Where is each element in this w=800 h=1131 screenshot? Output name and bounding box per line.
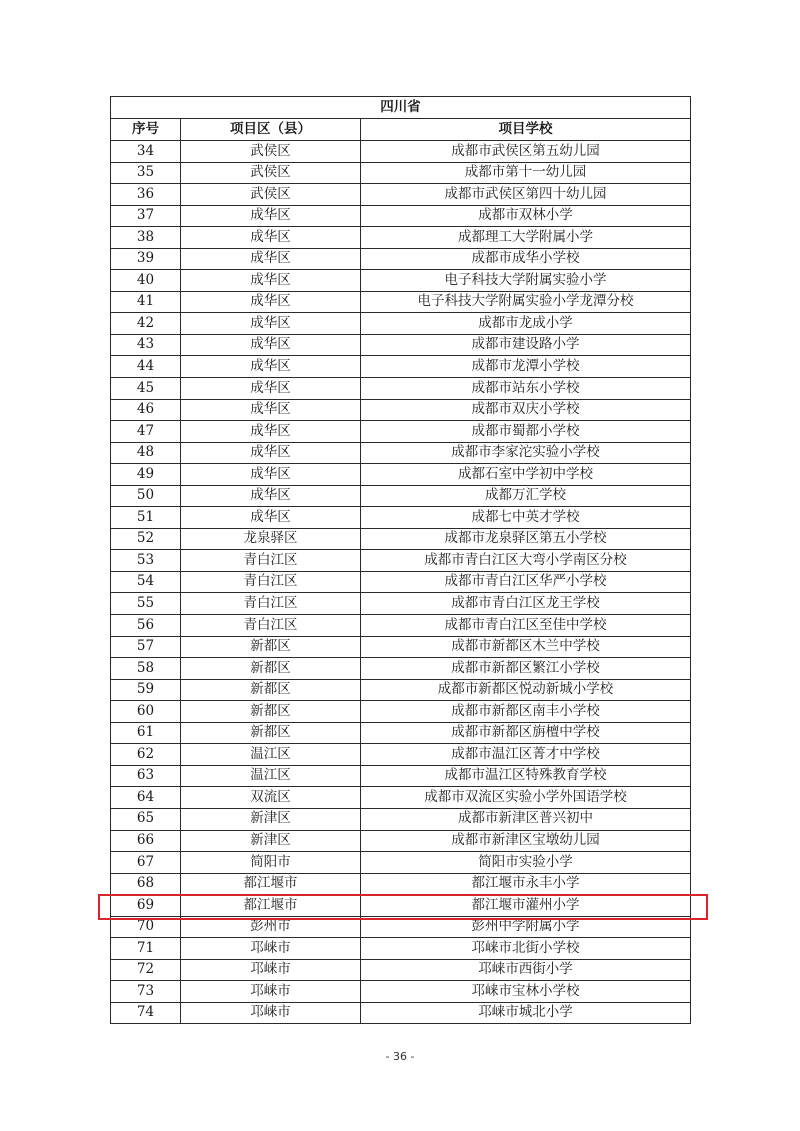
table-row — [111, 722, 691, 744]
cell-district: 成华区 — [181, 227, 361, 249]
table-row — [111, 679, 691, 701]
cell-district: 成华区 — [181, 356, 361, 378]
cell-school: 成都市蜀都小学校 — [361, 421, 691, 443]
cell-district: 成华区 — [181, 399, 361, 421]
cell-no: 70 — [111, 916, 181, 938]
table-row — [111, 873, 691, 895]
cell-district: 都江堰市 — [181, 895, 361, 917]
table-row — [111, 528, 691, 550]
cell-district: 新津区 — [181, 830, 361, 852]
cell-district: 彭州市 — [181, 916, 361, 938]
table-row — [111, 1002, 691, 1024]
cell-district: 成华区 — [181, 485, 361, 507]
cell-school: 成都市龙泉驿区第五小学校 — [361, 528, 691, 550]
cell-school: 电子科技大学附属实验小学龙潭分校 — [361, 291, 691, 313]
cell-district: 邛崃市 — [181, 981, 361, 1003]
cell-no: 64 — [111, 787, 181, 809]
cell-school: 成都市青白江区至佳中学校 — [361, 615, 691, 637]
cell-no: 65 — [111, 808, 181, 830]
cell-no: 44 — [111, 356, 181, 378]
cell-no: 35 — [111, 162, 181, 184]
table-row — [111, 895, 691, 917]
table-row — [111, 378, 691, 400]
cell-no: 74 — [111, 1002, 181, 1024]
cell-district: 新都区 — [181, 722, 361, 744]
cell-no: 34 — [111, 141, 181, 163]
table-row — [111, 636, 691, 658]
table-row — [111, 442, 691, 464]
cell-district: 简阳市 — [181, 852, 361, 874]
cell-no: 45 — [111, 378, 181, 400]
header-district: 项目区（县） — [181, 119, 361, 141]
cell-district: 武侯区 — [181, 184, 361, 206]
cell-school: 成都石室中学初中学校 — [361, 464, 691, 486]
cell-no: 67 — [111, 852, 181, 874]
cell-no: 51 — [111, 507, 181, 529]
province-title: 四川省 — [111, 97, 691, 119]
cell-school: 成都市成华小学校 — [361, 248, 691, 270]
school-roster-table — [110, 96, 691, 1024]
cell-district: 成华区 — [181, 205, 361, 227]
cell-school: 成都市第十一幼儿园 — [361, 162, 691, 184]
cell-district: 成华区 — [181, 270, 361, 292]
cell-district: 青白江区 — [181, 593, 361, 615]
table-row — [111, 184, 691, 206]
cell-school: 成都市新都区旃檀中学校 — [361, 722, 691, 744]
cell-no: 52 — [111, 528, 181, 550]
cell-school: 成都市青白江区龙王学校 — [361, 593, 691, 615]
header-school: 项目学校 — [361, 119, 691, 141]
table-row — [111, 270, 691, 292]
cell-district: 成华区 — [181, 313, 361, 335]
cell-district: 成华区 — [181, 248, 361, 270]
cell-district: 双流区 — [181, 787, 361, 809]
cell-school: 都江堰市灌州小学 — [361, 895, 691, 917]
cell-no: 61 — [111, 722, 181, 744]
cell-district: 新津区 — [181, 808, 361, 830]
table-row — [111, 959, 691, 981]
cell-no: 36 — [111, 184, 181, 206]
cell-no: 48 — [111, 442, 181, 464]
cell-district: 青白江区 — [181, 615, 361, 637]
cell-no: 71 — [111, 938, 181, 960]
cell-no: 62 — [111, 744, 181, 766]
cell-no: 46 — [111, 399, 181, 421]
cell-district: 邛崃市 — [181, 1002, 361, 1024]
cell-no: 53 — [111, 550, 181, 572]
cell-no: 49 — [111, 464, 181, 486]
cell-no: 41 — [111, 291, 181, 313]
cell-no: 68 — [111, 873, 181, 895]
cell-district: 新都区 — [181, 636, 361, 658]
cell-no: 39 — [111, 248, 181, 270]
cell-district: 成华区 — [181, 291, 361, 313]
table-row — [111, 507, 691, 529]
cell-school: 成都市双庆小学校 — [361, 399, 691, 421]
cell-school: 成都市龙成小学 — [361, 313, 691, 335]
cell-school: 成都市武侯区第四十幼儿园 — [361, 184, 691, 206]
table-row — [111, 248, 691, 270]
table-row — [111, 399, 691, 421]
table-row — [111, 464, 691, 486]
cell-no: 56 — [111, 615, 181, 637]
table-row — [111, 313, 691, 335]
table-row — [111, 938, 691, 960]
cell-no: 66 — [111, 830, 181, 852]
cell-no: 60 — [111, 701, 181, 723]
cell-no: 58 — [111, 658, 181, 680]
cell-school: 邛崃市宝林小学校 — [361, 981, 691, 1003]
cell-district: 成华区 — [181, 334, 361, 356]
cell-no: 73 — [111, 981, 181, 1003]
cell-school: 成都市新津区普兴初中 — [361, 808, 691, 830]
header-row — [111, 119, 691, 141]
cell-no: 43 — [111, 334, 181, 356]
cell-school: 邛崃市城北小学 — [361, 1002, 691, 1024]
table-row — [111, 593, 691, 615]
cell-district: 青白江区 — [181, 550, 361, 572]
table-row — [111, 615, 691, 637]
cell-school: 成都市新都区南丰小学校 — [361, 701, 691, 723]
cell-no: 63 — [111, 765, 181, 787]
roster-body — [111, 141, 691, 1024]
cell-district: 温江区 — [181, 744, 361, 766]
province-title-row — [111, 97, 691, 119]
cell-school: 都江堰市永丰小学 — [361, 873, 691, 895]
table-row — [111, 916, 691, 938]
cell-no: 42 — [111, 313, 181, 335]
cell-school: 成都市站东小学校 — [361, 378, 691, 400]
cell-school: 成都市青白江区大弯小学南区分校 — [361, 550, 691, 572]
cell-school: 成都市武侯区第五幼儿园 — [361, 141, 691, 163]
cell-school: 成都市新都区悦动新城小学校 — [361, 679, 691, 701]
cell-district: 成华区 — [181, 378, 361, 400]
cell-district: 新都区 — [181, 658, 361, 680]
page-number: - 36 - — [385, 1050, 415, 1063]
cell-district: 温江区 — [181, 765, 361, 787]
table-row — [111, 658, 691, 680]
table-row — [111, 744, 691, 766]
cell-district: 成华区 — [181, 464, 361, 486]
cell-no: 57 — [111, 636, 181, 658]
cell-district: 邛崃市 — [181, 959, 361, 981]
table-row — [111, 162, 691, 184]
table-row — [111, 291, 691, 313]
table-row — [111, 787, 691, 809]
table-row — [111, 485, 691, 507]
table-row — [111, 356, 691, 378]
table-row — [111, 141, 691, 163]
cell-school: 成都市青白江区华严小学校 — [361, 571, 691, 593]
cell-school: 成都万汇学校 — [361, 485, 691, 507]
table-row — [111, 571, 691, 593]
table-row — [111, 830, 691, 852]
cell-district: 新都区 — [181, 679, 361, 701]
cell-district: 成华区 — [181, 421, 361, 443]
cell-no: 38 — [111, 227, 181, 249]
table-row — [111, 205, 691, 227]
cell-no: 47 — [111, 421, 181, 443]
cell-school: 电子科技大学附属实验小学 — [361, 270, 691, 292]
table-row — [111, 701, 691, 723]
cell-no: 50 — [111, 485, 181, 507]
cell-school: 成都市温江区特殊教育学校 — [361, 765, 691, 787]
cell-school: 成都市龙潭小学校 — [361, 356, 691, 378]
cell-no: 40 — [111, 270, 181, 292]
header-no: 序号 — [111, 119, 181, 141]
cell-school: 简阳市实验小学 — [361, 852, 691, 874]
cell-school: 成都市李家沱实验小学校 — [361, 442, 691, 464]
cell-district: 新都区 — [181, 701, 361, 723]
table-row — [111, 550, 691, 572]
table-row — [111, 981, 691, 1003]
cell-school: 成都七中英才学校 — [361, 507, 691, 529]
table-row — [111, 227, 691, 249]
table-row — [111, 765, 691, 787]
cell-no: 69 — [111, 895, 181, 917]
cell-district: 成华区 — [181, 442, 361, 464]
cell-school: 邛崃市北街小学校 — [361, 938, 691, 960]
table-row — [111, 852, 691, 874]
cell-school: 成都市双流区实验小学外国语学校 — [361, 787, 691, 809]
cell-no: 37 — [111, 205, 181, 227]
cell-no: 59 — [111, 679, 181, 701]
cell-no: 55 — [111, 593, 181, 615]
cell-district: 武侯区 — [181, 162, 361, 184]
cell-school: 成都市新都区繁江小学校 — [361, 658, 691, 680]
table-row — [111, 334, 691, 356]
cell-district: 成华区 — [181, 507, 361, 529]
table-row — [111, 421, 691, 443]
cell-school: 成都市新都区木兰中学校 — [361, 636, 691, 658]
cell-school: 彭州中学附属小学 — [361, 916, 691, 938]
cell-school: 成都市建设路小学 — [361, 334, 691, 356]
cell-school: 成都理工大学附属小学 — [361, 227, 691, 249]
cell-district: 龙泉驿区 — [181, 528, 361, 550]
cell-district: 武侯区 — [181, 141, 361, 163]
cell-district: 邛崃市 — [181, 938, 361, 960]
cell-school: 成都市温江区菁才中学校 — [361, 744, 691, 766]
table-row — [111, 808, 691, 830]
cell-no: 72 — [111, 959, 181, 981]
cell-school: 邛崃市西街小学 — [361, 959, 691, 981]
cell-school: 成都市新津区宝墩幼儿园 — [361, 830, 691, 852]
cell-school: 成都市双林小学 — [361, 205, 691, 227]
cell-district: 都江堰市 — [181, 873, 361, 895]
cell-no: 54 — [111, 571, 181, 593]
cell-district: 青白江区 — [181, 571, 361, 593]
